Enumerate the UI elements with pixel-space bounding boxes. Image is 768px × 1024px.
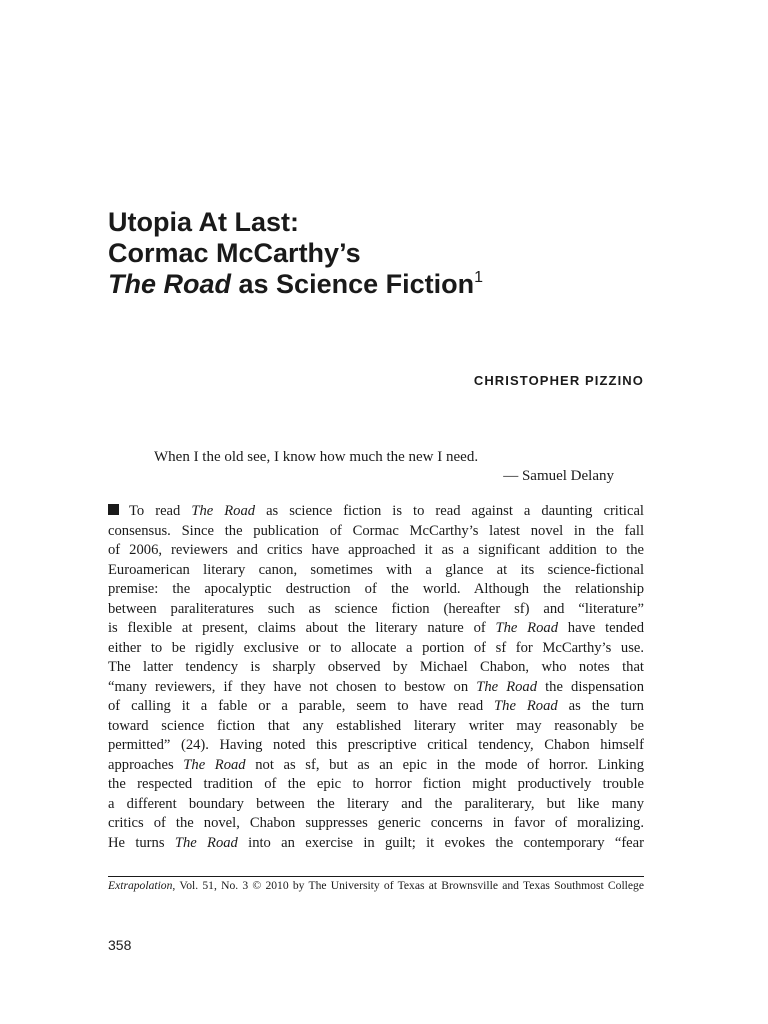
body-text-segment: the dispensation <box>537 678 644 695</box>
journal-citation <box>108 879 644 893</box>
body-line <box>108 717 644 737</box>
body-text-segment: approaches <box>108 756 184 773</box>
body-text-segment: To read <box>129 503 192 519</box>
body-line <box>108 795 644 815</box>
body-line <box>108 561 644 581</box>
italic-title: The Road <box>476 678 538 695</box>
body-text-segment: consensus. Since the publication of Cormac McCarthy’s latest novel in the fall <box>108 522 644 539</box>
body-line <box>108 639 644 659</box>
body-line <box>108 678 644 698</box>
body-text-segment: The latter tendency is sharply observed by Michael Chabon, who notes that <box>108 659 644 675</box>
body-line <box>108 580 644 600</box>
body-text-segment: “many reviewers, if they have not chosen to bestow on <box>108 678 477 695</box>
journal-name: Extrapolation <box>108 879 173 892</box>
body-text-segment: not as sf, but as an epic in the mode of horror. Linking <box>245 756 644 773</box>
body-line <box>108 814 644 834</box>
body-text-segment: toward science fiction that any established literary writer may reasonably be <box>108 717 644 734</box>
footer-rule <box>108 876 644 877</box>
title-footnote-mark: 1 <box>474 269 484 286</box>
epigraph <box>154 448 614 486</box>
title-line-3-rest: as Science Fiction <box>231 269 475 299</box>
epigraph-attribution: — Samuel Delany <box>503 468 614 484</box>
title-line-1: Utopia At Last: <box>108 207 299 237</box>
body-line <box>108 502 644 522</box>
body-line <box>108 736 644 756</box>
title-line-2: Cormac McCarthy’s <box>108 238 361 268</box>
body-text-segment: is flexible at present, claims about the literary nature of <box>108 620 496 636</box>
body-line <box>108 619 644 639</box>
title-italic-work: The Road <box>108 269 232 299</box>
epigraph-quote: When I the old see, I know how much the new I need. <box>154 449 479 465</box>
body-text-segment: a different boundary between the literary and the paraliterary, but like many <box>108 795 644 812</box>
body-text-segment: Euroamerican literary canon, sometimes with a glance at its science-fictional <box>108 561 644 578</box>
body-text-segment: permitted” (24). Having noted this prescriptive critical tendency, Chabon himself <box>108 737 644 753</box>
italic-title: The Road <box>495 620 558 636</box>
body-text-segment: the respected tradition of the epic to horror fiction might productively trouble <box>108 776 644 792</box>
body-text-segment: between paraliteratures such as science fiction (hereafter sf) and “literature” <box>108 600 644 617</box>
body-text-segment: as the turn <box>557 698 644 714</box>
section-start-square-icon <box>108 504 119 515</box>
italic-title: The Road <box>174 834 238 851</box>
page-number: 358 <box>108 937 132 953</box>
body-text-segment: He turns <box>108 834 175 851</box>
body-line <box>108 756 644 776</box>
body-line <box>108 522 644 542</box>
body-text-segment: have tended <box>558 620 644 636</box>
body-line <box>108 541 644 561</box>
italic-title: The Road <box>191 503 256 519</box>
body-text-segment: of 2006, reviewers and critics have approached it as a significant addition to the <box>108 542 644 558</box>
body-text-segment: as science fiction is to read against a daunting critical <box>255 503 644 519</box>
body-text <box>108 502 644 853</box>
body-line <box>108 697 644 717</box>
body-line <box>108 834 644 854</box>
body-line <box>108 775 644 795</box>
title-line-3 <box>108 269 483 300</box>
author-name: CHRISTOPHER PIZZINO <box>473 373 644 388</box>
body-text-segment: premise: the apocalyptic destruction of the world. Although the relationship <box>108 581 644 597</box>
body-text-segment: either to be rigidly exclusive or to allocate a portion of sf for McCarthy’s use. <box>108 639 644 656</box>
body-text-segment: into an exercise in guilt; it evokes the contemporary “fear <box>237 834 644 851</box>
body-line <box>108 600 644 620</box>
article-title <box>108 207 483 300</box>
body-line <box>108 658 644 678</box>
body-text-segment: of calling it a fable or a parable, seem to have read <box>108 698 495 714</box>
citation-details: , Vol. 51, No. 3 © 2010 by The University of Texas at Brownsville and Texas Southmost College <box>172 879 644 892</box>
italic-title: The Road <box>183 756 246 773</box>
italic-title: The Road <box>494 698 558 714</box>
body-text-segment: critics of the novel, Chabon suppresses generic concerns in favor of moralizing. <box>108 815 644 831</box>
